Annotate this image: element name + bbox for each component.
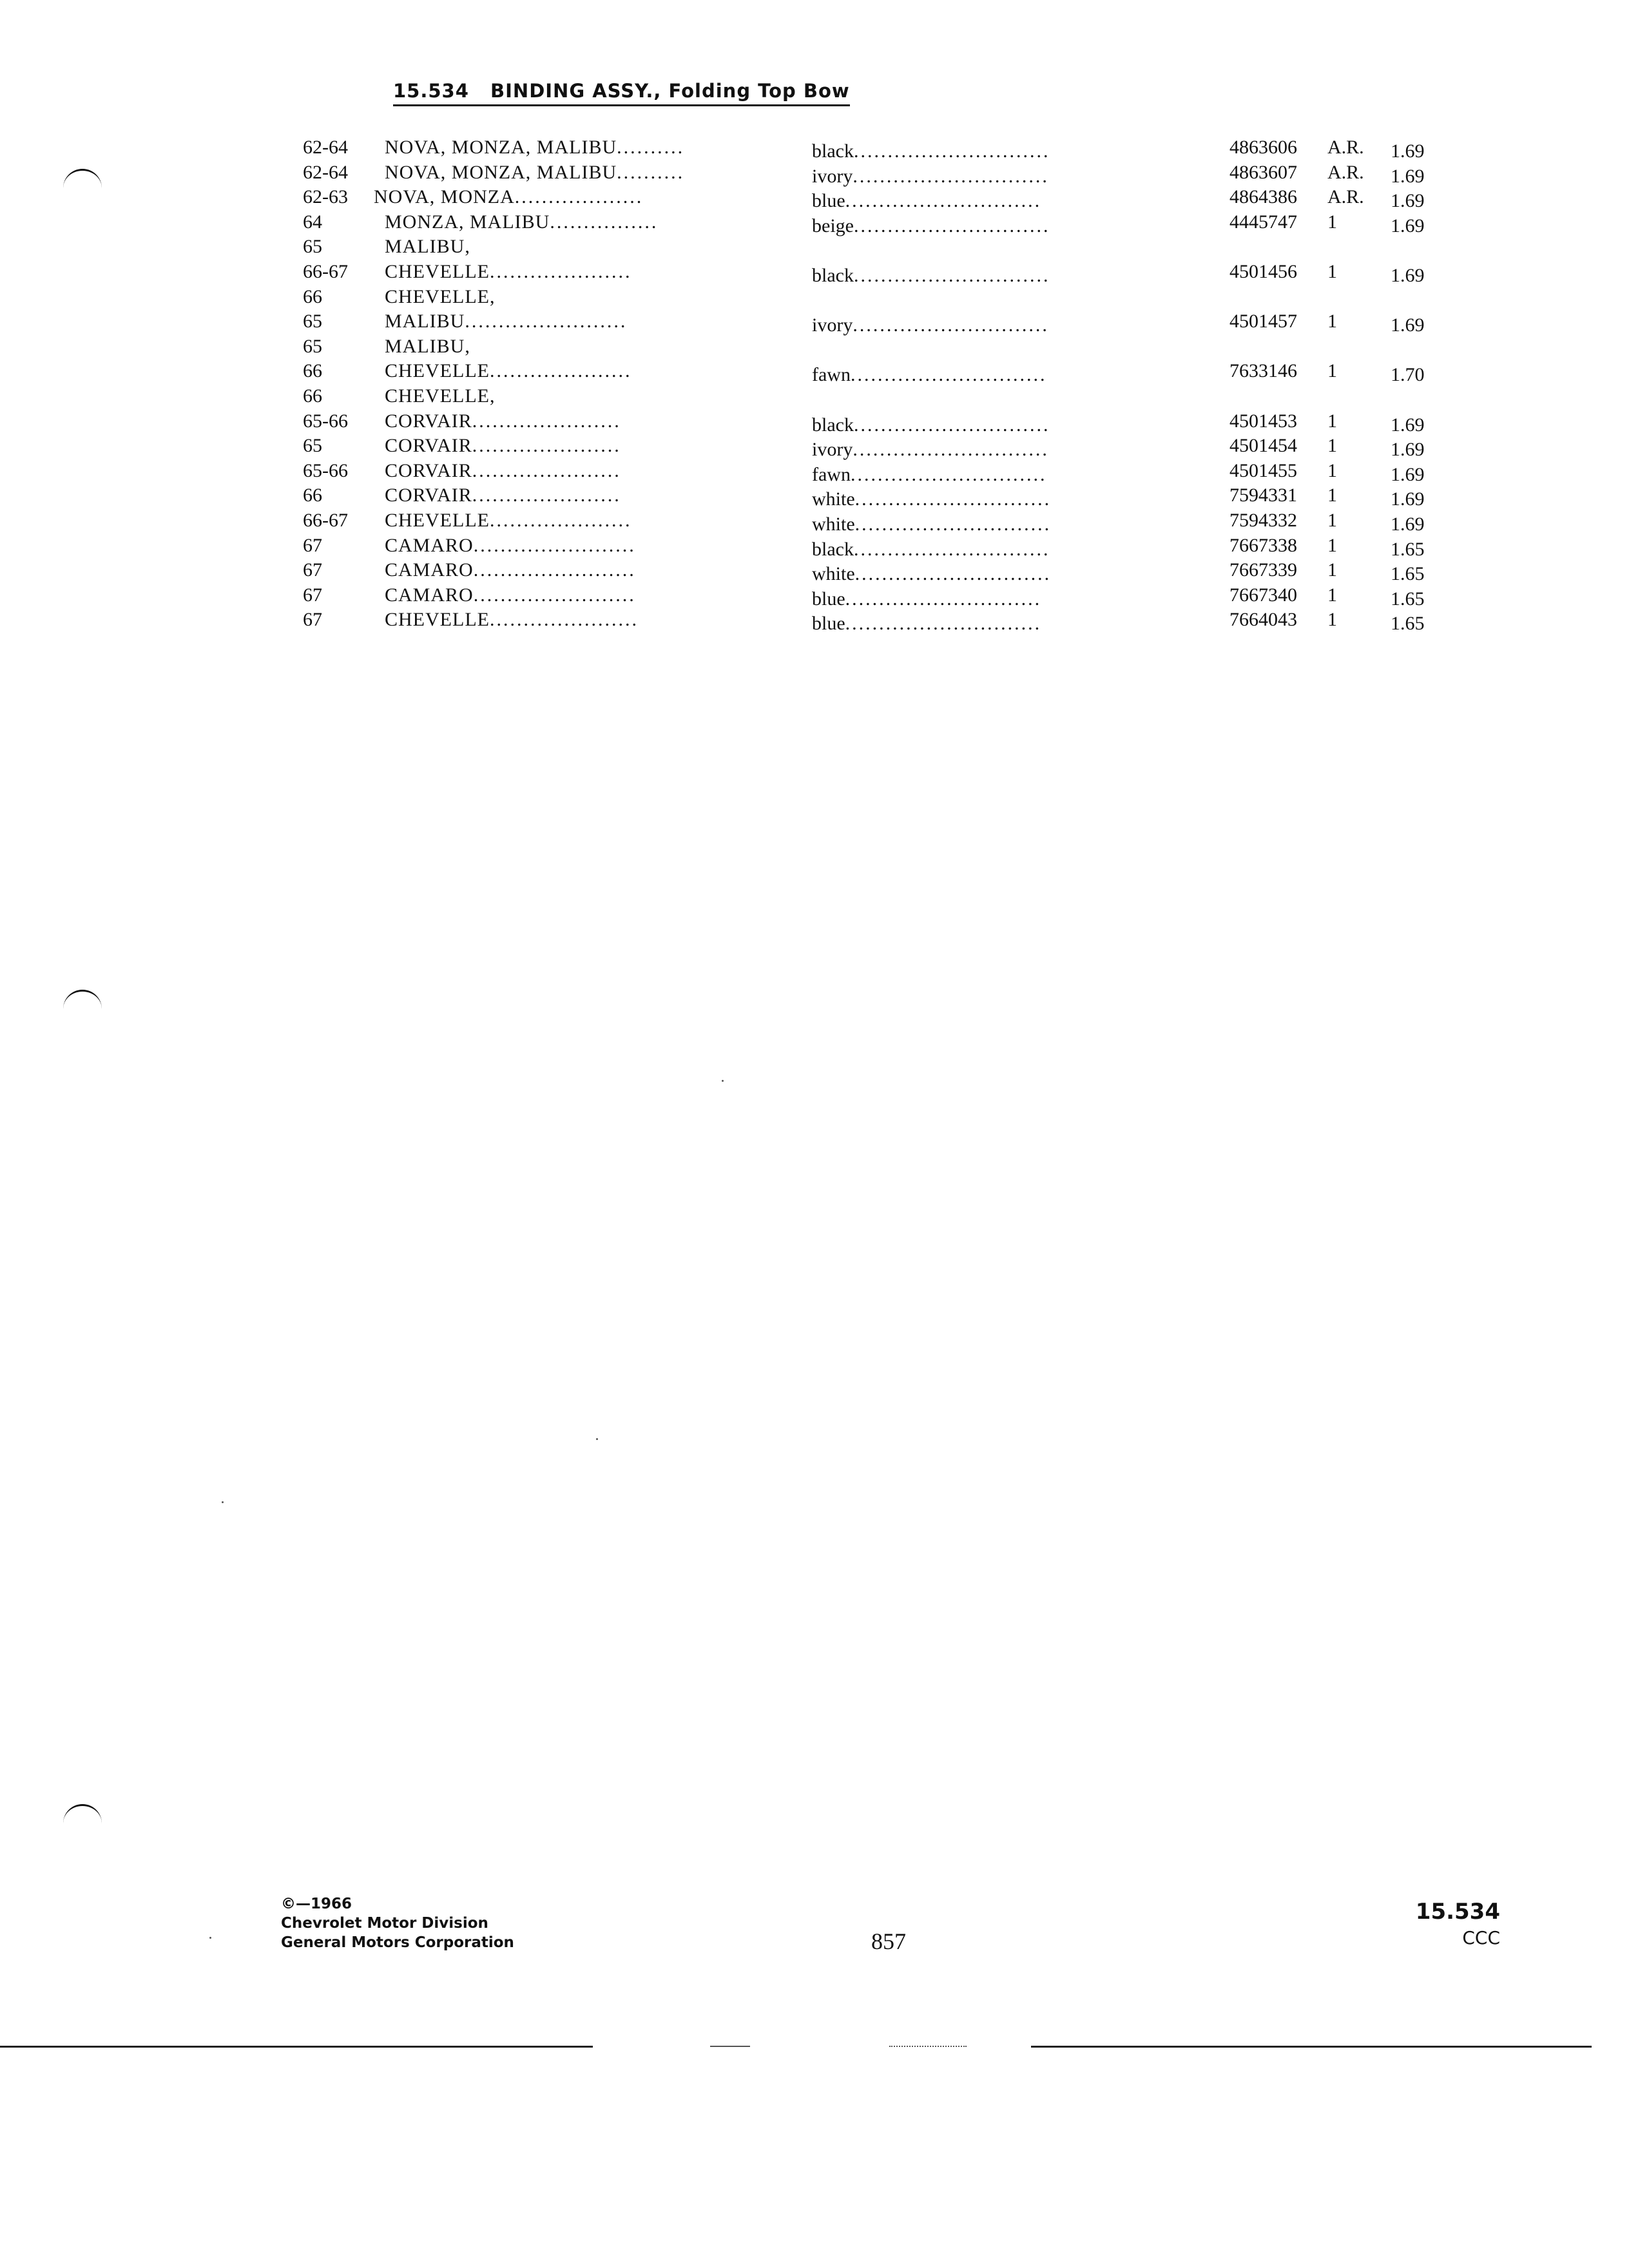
binder-hole-mark-middle bbox=[63, 990, 102, 1010]
paper-speck bbox=[222, 1501, 224, 1503]
model-cell bbox=[385, 260, 752, 284]
quantity-cell: 1 bbox=[1327, 584, 1337, 606]
model-cell bbox=[385, 483, 752, 508]
model-name: CHEVELLE bbox=[385, 509, 490, 531]
quantity-cell: 1 bbox=[1327, 410, 1337, 432]
corporation-line: General Motors Corporation bbox=[281, 1934, 514, 1951]
page-number: 857 bbox=[871, 1928, 906, 1954]
table-row bbox=[303, 285, 1450, 310]
price-cell: 1.69 bbox=[1391, 190, 1425, 212]
price-cell: 1.69 bbox=[1391, 488, 1425, 510]
price-cell: 1.70 bbox=[1391, 364, 1425, 386]
table-row bbox=[303, 483, 1450, 508]
model-cell bbox=[374, 185, 741, 209]
table-row bbox=[303, 160, 1450, 186]
paper-speck bbox=[722, 1080, 724, 1082]
color-name: blue bbox=[812, 613, 845, 635]
leader-dots: ...................... bbox=[472, 410, 621, 432]
color-name: ivory bbox=[812, 165, 853, 187]
leader-dots: ..................... bbox=[489, 360, 632, 382]
part-number-cell: 7664043 bbox=[1229, 609, 1297, 631]
leader-dots: ............................. bbox=[850, 364, 1047, 386]
leader-dots: ............................. bbox=[853, 264, 1050, 286]
year-cell: 62-64 bbox=[303, 137, 348, 158]
leader-dots: ........................ bbox=[473, 584, 636, 606]
model-name: NOVA, MONZA bbox=[374, 186, 515, 208]
part-number-cell: 4863606 bbox=[1229, 137, 1297, 158]
color-name: blue bbox=[812, 190, 845, 212]
footer-code-block bbox=[1416, 1897, 1500, 1950]
leader-dots: ............................. bbox=[845, 190, 1042, 212]
quantity-cell: 1 bbox=[1327, 559, 1337, 581]
color-name: fawn bbox=[812, 364, 851, 386]
year-cell: 65 bbox=[303, 335, 322, 357]
model-cell bbox=[385, 533, 752, 558]
section-code: 15.534 bbox=[393, 80, 469, 102]
leader-dots: ............................. bbox=[854, 513, 1052, 535]
table-row bbox=[303, 558, 1450, 583]
model-name: CAMARO bbox=[385, 584, 474, 606]
leader-dots: ...................... bbox=[472, 435, 621, 457]
model-cell bbox=[385, 558, 752, 582]
quantity-cell: 1 bbox=[1327, 360, 1337, 382]
leader-dots: ..................... bbox=[489, 260, 632, 282]
color-name: white bbox=[812, 488, 855, 510]
quantity-cell: 1 bbox=[1327, 609, 1337, 631]
leader-dots: ........................ bbox=[465, 311, 628, 332]
price-cell: 1.69 bbox=[1391, 463, 1425, 485]
part-number-cell: 4501453 bbox=[1229, 410, 1297, 432]
footer-suffix: CCC bbox=[1462, 1927, 1500, 1948]
model-name: CHEVELLE, bbox=[385, 385, 496, 407]
leader-dots: ............................. bbox=[845, 613, 1042, 635]
leader-dots: ............................. bbox=[854, 563, 1052, 585]
bottom-rule-fragment bbox=[889, 2046, 967, 2047]
table-row bbox=[303, 235, 1450, 260]
table-row bbox=[303, 384, 1450, 409]
year-cell: 62-64 bbox=[303, 161, 348, 183]
section-header bbox=[393, 80, 850, 106]
model-cell bbox=[385, 210, 752, 235]
leader-dots: ............................. bbox=[853, 314, 1049, 336]
model-name: NOVA, MONZA, MALIBU bbox=[385, 137, 617, 158]
color-name: black bbox=[812, 264, 854, 286]
division-line: Chevrolet Motor Division bbox=[281, 1915, 488, 1932]
model-name: CHEVELLE bbox=[385, 609, 490, 631]
leader-dots: .......... bbox=[617, 161, 685, 183]
leader-dots: ..................... bbox=[489, 509, 632, 531]
year-cell: 65-66 bbox=[303, 410, 348, 432]
year-cell: 67 bbox=[303, 584, 322, 606]
model-cell bbox=[385, 608, 752, 632]
table-row bbox=[303, 608, 1450, 633]
table-row bbox=[303, 260, 1450, 285]
color-name: blue bbox=[812, 588, 845, 610]
model-name: CHEVELLE bbox=[385, 360, 490, 382]
quantity-cell: A.R. bbox=[1327, 137, 1364, 158]
leader-dots: ............................. bbox=[853, 538, 1050, 560]
year-cell: 65 bbox=[303, 236, 322, 258]
table-row bbox=[303, 185, 1450, 210]
table-row bbox=[303, 533, 1450, 559]
model-name: CHEVELLE bbox=[385, 260, 490, 282]
part-number-cell: 4863607 bbox=[1229, 161, 1297, 183]
model-name: NOVA, MONZA, MALIBU bbox=[385, 161, 617, 183]
table-row bbox=[303, 359, 1450, 384]
price-cell: 1.69 bbox=[1391, 264, 1425, 286]
copyright-line: ©—1966 bbox=[281, 1896, 352, 1912]
bottom-rule-left bbox=[0, 2046, 593, 2048]
leader-dots: ............................. bbox=[853, 215, 1050, 236]
model-name: MALIBU bbox=[385, 311, 465, 332]
year-cell: 65-66 bbox=[303, 459, 348, 481]
paper-speck bbox=[209, 1937, 211, 1939]
quantity-cell: 1 bbox=[1327, 260, 1337, 282]
quantity-cell: A.R. bbox=[1327, 161, 1364, 183]
table-row bbox=[303, 459, 1450, 484]
year-cell: 66-67 bbox=[303, 260, 348, 282]
price-cell: 1.69 bbox=[1391, 414, 1425, 436]
quantity-cell: 1 bbox=[1327, 509, 1337, 531]
table-row bbox=[303, 334, 1450, 360]
quantity-cell: A.R. bbox=[1327, 186, 1364, 208]
model-name: CORVAIR bbox=[385, 459, 472, 481]
price-cell: 1.65 bbox=[1391, 563, 1425, 585]
model-name: MONZA, MALIBU bbox=[385, 211, 550, 233]
part-number-cell: 4501457 bbox=[1229, 311, 1297, 332]
quantity-cell: 1 bbox=[1327, 435, 1337, 457]
year-cell: 65 bbox=[303, 311, 322, 332]
model-cell bbox=[385, 334, 752, 359]
part-number-cell: 4501455 bbox=[1229, 459, 1297, 481]
price-cell: 1.69 bbox=[1391, 165, 1425, 187]
part-number-cell: 4445747 bbox=[1229, 211, 1297, 233]
year-cell: 66-67 bbox=[303, 509, 348, 531]
color-name: beige bbox=[812, 215, 854, 236]
price-cell: 1.69 bbox=[1391, 215, 1425, 236]
quantity-cell: 1 bbox=[1327, 211, 1337, 233]
publisher-block bbox=[281, 1894, 514, 1952]
leader-dots: ............................. bbox=[850, 463, 1047, 485]
table-row bbox=[303, 409, 1450, 434]
price-cell: 1.69 bbox=[1391, 439, 1425, 461]
price-cell: 1.65 bbox=[1391, 538, 1425, 560]
table-row bbox=[303, 309, 1450, 334]
section-title: BINDING ASSY., Folding Top Bow bbox=[490, 80, 850, 102]
price-cell: 1.65 bbox=[1391, 588, 1425, 610]
color-name: fawn bbox=[812, 463, 851, 485]
table-row bbox=[303, 434, 1450, 459]
color-name: white bbox=[812, 513, 855, 535]
part-number-cell: 7667340 bbox=[1229, 584, 1297, 606]
model-cell bbox=[385, 434, 752, 458]
model-name: MALIBU, bbox=[385, 236, 470, 258]
year-cell: 66 bbox=[303, 485, 322, 506]
model-cell bbox=[385, 459, 752, 483]
year-cell: 67 bbox=[303, 559, 322, 581]
binder-hole-mark-bottom bbox=[63, 1804, 102, 1824]
model-cell bbox=[385, 160, 752, 185]
part-number-cell: 4501456 bbox=[1229, 260, 1297, 282]
part-number-cell: 4501454 bbox=[1229, 435, 1297, 457]
color-name: black bbox=[812, 140, 854, 162]
model-cell bbox=[385, 409, 752, 434]
price-cell: 1.65 bbox=[1391, 613, 1425, 635]
leader-dots: ...................... bbox=[472, 485, 621, 506]
model-cell bbox=[385, 235, 752, 259]
color-name: black bbox=[812, 414, 854, 436]
model-cell bbox=[385, 285, 752, 309]
leader-dots: ............................. bbox=[853, 439, 1049, 461]
parts-table bbox=[303, 135, 1450, 633]
color-name: black bbox=[812, 538, 854, 560]
quantity-cell: 1 bbox=[1327, 311, 1337, 332]
leader-dots: .......... bbox=[617, 137, 685, 158]
year-cell: 65 bbox=[303, 435, 322, 457]
model-name: CORVAIR bbox=[385, 485, 472, 506]
paper-speck bbox=[596, 1438, 598, 1440]
model-cell bbox=[385, 309, 752, 334]
footer-section-code: 15.534 bbox=[1415, 1899, 1500, 1925]
bottom-rule-right bbox=[1031, 2046, 1592, 2048]
year-cell: 66 bbox=[303, 360, 322, 382]
part-number-cell: 7594331 bbox=[1229, 485, 1297, 506]
model-name: CAMARO bbox=[385, 559, 474, 581]
part-number-cell: 7633146 bbox=[1229, 360, 1297, 382]
leader-dots: ...................... bbox=[489, 609, 639, 631]
model-name: CORVAIR bbox=[385, 410, 472, 432]
part-number-cell: 4864386 bbox=[1229, 186, 1297, 208]
model-cell bbox=[385, 359, 752, 383]
table-row bbox=[303, 508, 1450, 533]
color-cell bbox=[812, 611, 1205, 636]
model-name: CAMARO bbox=[385, 534, 474, 556]
leader-dots: ........................ bbox=[473, 559, 636, 581]
model-cell bbox=[385, 135, 752, 160]
year-cell: 66 bbox=[303, 285, 322, 307]
quantity-cell: 1 bbox=[1327, 534, 1337, 556]
model-name: CORVAIR bbox=[385, 435, 472, 457]
quantity-cell: 1 bbox=[1327, 459, 1337, 481]
year-cell: 67 bbox=[303, 534, 322, 556]
color-name: ivory bbox=[812, 439, 853, 461]
color-name: white bbox=[812, 563, 855, 585]
leader-dots: ............................. bbox=[845, 588, 1042, 610]
leader-dots: ...................... bbox=[472, 459, 621, 481]
table-row bbox=[303, 135, 1450, 160]
bottom-rule-fragment bbox=[710, 2046, 750, 2047]
model-cell bbox=[385, 583, 752, 608]
leader-dots: ................ bbox=[550, 211, 659, 233]
year-cell: 64 bbox=[303, 211, 322, 233]
quantity-cell: 1 bbox=[1327, 485, 1337, 506]
year-cell: 62-63 bbox=[303, 186, 348, 208]
year-cell: 67 bbox=[303, 609, 322, 631]
leader-dots: ................... bbox=[514, 186, 644, 208]
leader-dots: ............................. bbox=[853, 140, 1050, 162]
leader-dots: ............................. bbox=[853, 414, 1050, 436]
table-row bbox=[303, 583, 1450, 608]
year-cell: 66 bbox=[303, 385, 322, 407]
model-name: MALIBU, bbox=[385, 335, 470, 357]
price-cell: 1.69 bbox=[1391, 513, 1425, 535]
model-name: CHEVELLE, bbox=[385, 285, 496, 307]
table-row bbox=[303, 210, 1450, 235]
model-cell bbox=[385, 384, 752, 408]
price-cell: 1.69 bbox=[1391, 314, 1425, 336]
leader-dots: ............................. bbox=[854, 488, 1052, 510]
part-number-cell: 7667339 bbox=[1229, 559, 1297, 581]
binder-hole-mark-top bbox=[63, 169, 102, 189]
leader-dots: ............................. bbox=[853, 165, 1049, 187]
leader-dots: ........................ bbox=[473, 534, 636, 556]
price-cell: 1.69 bbox=[1391, 140, 1425, 162]
part-number-cell: 7667338 bbox=[1229, 534, 1297, 556]
part-number-cell: 7594332 bbox=[1229, 509, 1297, 531]
model-cell bbox=[385, 508, 752, 533]
color-name: ivory bbox=[812, 314, 853, 336]
